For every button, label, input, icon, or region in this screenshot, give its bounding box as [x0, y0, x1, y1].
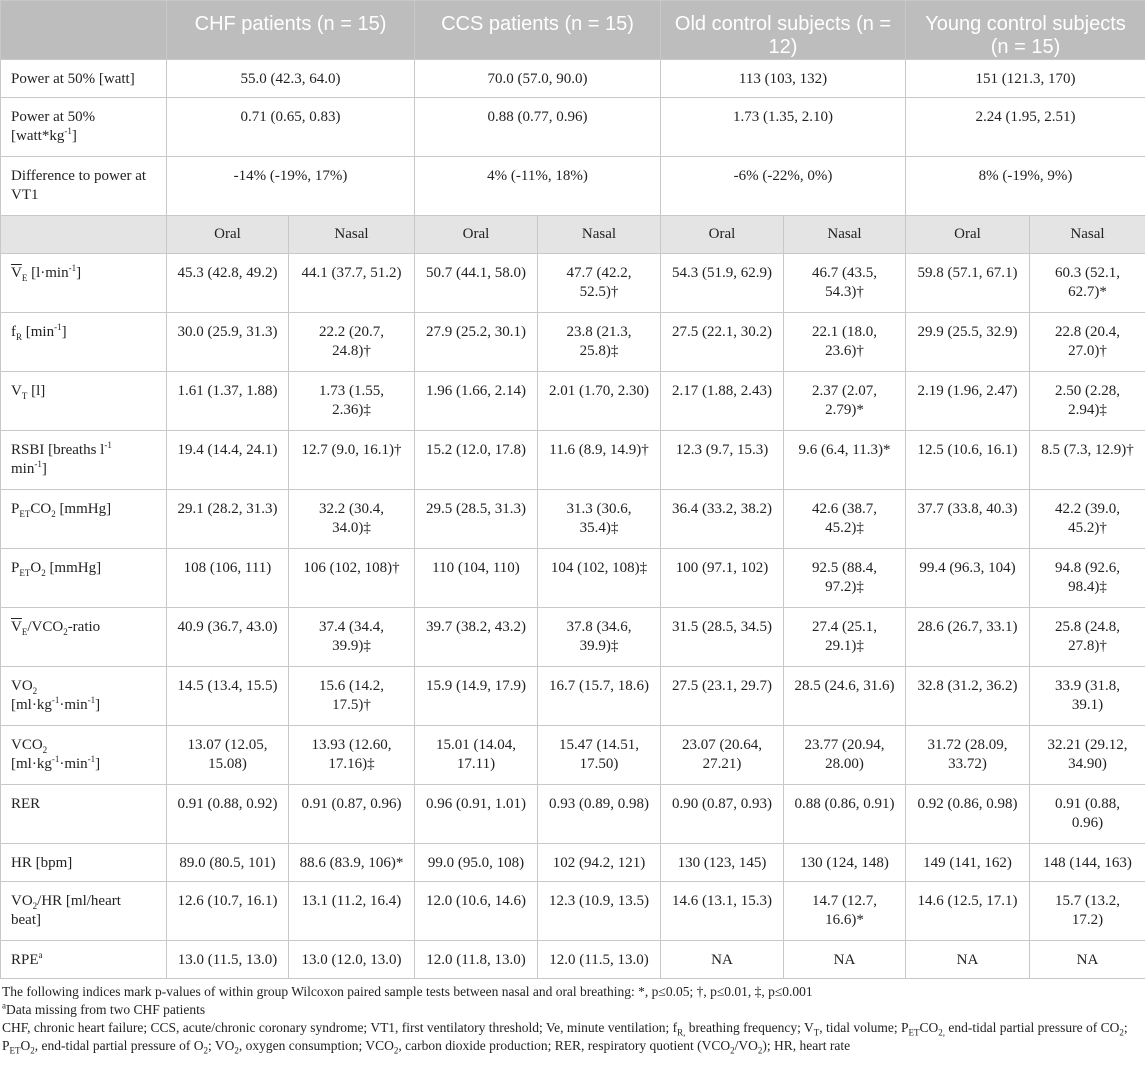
row-label: HR [bpm]	[1, 844, 167, 882]
data-row	[1, 882, 1145, 941]
cell: 37.4 (34.4, 39.9)‡	[289, 608, 415, 667]
group-header-row	[1, 1, 1145, 60]
cell: 94.8 (92.6, 98.4)‡	[1030, 549, 1145, 608]
cell: 29.9 (25.5, 32.9)	[906, 313, 1030, 372]
row-label: Power at 50% [watt]	[1, 60, 167, 98]
cell: 2.37 (2.07, 2.79)*	[784, 372, 906, 431]
cell: 15.7 (13.2, 17.2)	[1030, 882, 1145, 941]
cell: 104 (102, 108)‡	[538, 549, 661, 608]
data-row	[1, 726, 1145, 785]
cell: 55.0 (42.3, 64.0)	[167, 60, 415, 98]
cell: 37.7 (33.8, 40.3)	[906, 490, 1030, 549]
cell: 14.5 (13.4, 15.5)	[167, 667, 289, 726]
cell: 13.0 (12.0, 13.0)	[289, 941, 415, 979]
subheader-corner	[1, 216, 167, 254]
cell: 15.47 (14.51, 17.50)	[538, 726, 661, 785]
cell: 14.6 (12.5, 17.1)	[906, 882, 1030, 941]
cell: 0.91 (0.88, 0.92)	[167, 785, 289, 844]
cell: 29.5 (28.5, 31.3)	[415, 490, 538, 549]
row-label: $f_R$ $[\min^{-1}]$	[1, 313, 167, 372]
cell: 2.50 (2.28, 2.94)‡	[1030, 372, 1145, 431]
cell: 70.0 (57.0, 90.0)	[415, 60, 661, 98]
group-header-ccs: CCS patients (n = 15)	[415, 1, 661, 60]
cell: 89.0 (80.5, 101)	[167, 844, 289, 882]
cell: NA	[906, 941, 1030, 979]
group-header-chf: CHF patients (n = 15)	[167, 1, 415, 60]
cell: 8% (-19%, 9%)	[906, 157, 1145, 216]
cell: 12.0 (11.5, 13.0)	[538, 941, 661, 979]
cell: 19.4 (14.4, 24.1)	[167, 431, 289, 490]
cell: 31.3 (30.6, 35.4)‡	[538, 490, 661, 549]
cell: 60.3 (52.1, 62.7)*	[1030, 254, 1145, 313]
cell: 13.0 (11.5, 13.0)	[167, 941, 289, 979]
cell: 12.5 (10.6, 16.1)	[906, 431, 1030, 490]
subheader-oral: Oral	[906, 216, 1030, 254]
cell: 0.92 (0.86, 0.98)	[906, 785, 1030, 844]
cell: 4% (-11%, 18%)	[415, 157, 661, 216]
cell: 8.5 (7.3, 12.9)†	[1030, 431, 1145, 490]
cell: 1.61 (1.37, 1.88)	[167, 372, 289, 431]
cell: 2.17 (1.88, 2.43)	[661, 372, 784, 431]
cell: 27.9 (25.2, 30.1)	[415, 313, 538, 372]
cell: 0.71 (0.65, 0.83)	[167, 98, 415, 157]
cell: 27.5 (22.1, 30.2)	[661, 313, 784, 372]
cell: 0.90 (0.87, 0.93)	[661, 785, 784, 844]
cell: 40.9 (36.7, 43.0)	[167, 608, 289, 667]
cell: 27.5 (23.1, 29.7)	[661, 667, 784, 726]
subheader-row	[1, 216, 1145, 254]
cell: 12.3 (9.7, 15.3)	[661, 431, 784, 490]
data-row	[1, 549, 1145, 608]
data-row	[1, 490, 1145, 549]
cell: 99.0 (95.0, 108)	[415, 844, 538, 882]
cell: 45.3 (42.8, 49.2)	[167, 254, 289, 313]
cell: 22.1 (18.0, 23.6)†	[784, 313, 906, 372]
data-row	[1, 844, 1145, 882]
cell: NA	[784, 941, 906, 979]
cell: -6% (-22%, 0%)	[661, 157, 906, 216]
row-label: $VO_2/HR$ [ml/heart beat]	[1, 882, 167, 941]
cell: 2.19 (1.96, 2.47)	[906, 372, 1030, 431]
row-label: RER	[1, 785, 167, 844]
cell: NA	[661, 941, 784, 979]
row-label: $VCO_2$ $[ml\cdot kg^{-1}\cdot\min^{-1}]$	[1, 726, 167, 785]
cell: 29.1 (28.2, 31.3)	[167, 490, 289, 549]
data-row	[1, 431, 1145, 490]
row-label: Difference to power at VT1	[1, 157, 167, 216]
cell: 59.8 (57.1, 67.1)	[906, 254, 1030, 313]
data-row	[1, 313, 1145, 372]
cell: 130 (124, 148)	[784, 844, 906, 882]
row-label: RSBI [breaths $l^{-1}$ $\min^{-1}$]	[1, 431, 167, 490]
data-row	[1, 372, 1145, 431]
cell: 14.6 (13.1, 15.3)	[661, 882, 784, 941]
cell: 14.7 (12.7, 16.6)*	[784, 882, 906, 941]
cell: 28.5 (24.6, 31.6)	[784, 667, 906, 726]
cell: 31.5 (28.5, 34.5)	[661, 608, 784, 667]
subheader-oral: Oral	[661, 216, 784, 254]
cell: 23.07 (20.64, 27.21)	[661, 726, 784, 785]
cell: 54.3 (51.9, 62.9)	[661, 254, 784, 313]
cell: 39.7 (38.2, 43.2)	[415, 608, 538, 667]
data-row	[1, 608, 1145, 667]
cell: 13.07 (12.05, 15.08)	[167, 726, 289, 785]
cell: 0.91 (0.87, 0.96)	[289, 785, 415, 844]
cell: 46.7 (43.5, 54.3)†	[784, 254, 906, 313]
cell: 100 (97.1, 102)	[661, 549, 784, 608]
cell: 130 (123, 145)	[661, 844, 784, 882]
cell: 25.8 (24.8, 27.8)†	[1030, 608, 1145, 667]
cell: 151 (121.3, 170)	[906, 60, 1145, 98]
row-label: $VO_2$ $[ml\cdot kg^{-1}\cdot\min^{-1}]$	[1, 667, 167, 726]
subheader-nasal: Nasal	[289, 216, 415, 254]
subheader-oral: Oral	[167, 216, 289, 254]
cell: 0.91 (0.88, 0.96)	[1030, 785, 1145, 844]
cell: 15.2 (12.0, 17.8)	[415, 431, 538, 490]
cell: 33.9 (31.8, 39.1)	[1030, 667, 1145, 726]
cell: 110 (104, 110)	[415, 549, 538, 608]
cell: 92.5 (88.4, 97.2)‡	[784, 549, 906, 608]
cell: 50.7 (44.1, 58.0)	[415, 254, 538, 313]
cell: 23.8 (21.3, 25.8)‡	[538, 313, 661, 372]
cell: 47.7 (42.2, 52.5)†	[538, 254, 661, 313]
cell: 12.0 (10.6, 14.6)	[415, 882, 538, 941]
footnote-missing-data: $^a$Data missing from two CHF patients	[2, 1000, 206, 1017]
subheader-nasal: Nasal	[538, 216, 661, 254]
cell: 12.0 (11.8, 13.0)	[415, 941, 538, 979]
cell: 149 (141, 162)	[906, 844, 1030, 882]
data-row	[1, 667, 1145, 726]
cell: 2.24 (1.95, 2.51)	[906, 98, 1145, 157]
cell: 15.6 (14.2, 17.5)†	[289, 667, 415, 726]
group-header-young: Young control subjects (n = 15)	[906, 1, 1145, 60]
group-header-old: Old control subjects (n = 12)	[661, 1, 906, 60]
cell: 99.4 (96.3, 104)	[906, 549, 1030, 608]
cell: 32.2 (30.4, 34.0)‡	[289, 490, 415, 549]
data-row	[1, 254, 1145, 313]
cell: 108 (106, 111)	[167, 549, 289, 608]
cell: 44.1 (37.7, 51.2)	[289, 254, 415, 313]
row-label: $P_{ET}O_2$ [mmHg]	[1, 549, 167, 608]
row-label: RPE$^a$	[1, 941, 167, 979]
subheader-nasal: Nasal	[784, 216, 906, 254]
cell: 12.3 (10.9, 13.5)	[538, 882, 661, 941]
cell: 13.1 (11.2, 16.4)	[289, 882, 415, 941]
cell: 27.4 (25.1, 29.1)‡	[784, 608, 906, 667]
header-corner	[1, 1, 167, 60]
cell: 13.93 (12.60, 17.16)‡	[289, 726, 415, 785]
footnote-significance: The following indices mark p-values of within group Wilcoxon paired sample tests between nasal and oral breathing: *, p≤0.05; †, p≤0.01, ‡, p≤0.001	[2, 984, 813, 999]
cell: 113 (103, 132)	[661, 60, 906, 98]
cell: 15.01 (14.04, 17.11)	[415, 726, 538, 785]
cell: 1.96 (1.66, 2.14)	[415, 372, 538, 431]
row-label: $\overline{V}_E$ $[l\cdot\min^{-1}]$	[1, 254, 167, 313]
cell: 106 (102, 108)†	[289, 549, 415, 608]
row-label: $V_T$ [l]	[1, 372, 167, 431]
power-row	[1, 98, 1145, 157]
cell: 23.77 (20.94, 28.00)	[784, 726, 906, 785]
row-label: Power at 50% $[watt*kg^{-1}]$	[1, 98, 167, 157]
cell: 22.2 (20.7, 24.8)†	[289, 313, 415, 372]
cell: 1.73 (1.35, 2.10)	[661, 98, 906, 157]
row-label: $P_{ET}CO_2$ [mmHg]	[1, 490, 167, 549]
cell: 16.7 (15.7, 18.6)	[538, 667, 661, 726]
cell: 42.6 (38.7, 45.2)‡	[784, 490, 906, 549]
cell: 0.88 (0.86, 0.91)	[784, 785, 906, 844]
cell: 12.6 (10.7, 16.1)	[167, 882, 289, 941]
cell: 12.7 (9.0, 16.1)†	[289, 431, 415, 490]
table-footnotes	[0, 979, 1145, 1055]
cell: 32.8 (31.2, 36.2)	[906, 667, 1030, 726]
subheader-oral: Oral	[415, 216, 538, 254]
cell: 22.8 (20.4, 27.0)†	[1030, 313, 1145, 372]
cell: 88.6 (83.9, 106)*	[289, 844, 415, 882]
data-row	[1, 941, 1145, 979]
row-label: $\overline{V}_E/VCO_2$-ratio	[1, 608, 167, 667]
cell: 42.2 (39.0, 45.2)†	[1030, 490, 1145, 549]
cell: 102 (94.2, 121)	[538, 844, 661, 882]
cell: 28.6 (26.7, 33.1)	[906, 608, 1030, 667]
cell: 37.8 (34.6, 39.9)‡	[538, 608, 661, 667]
cell: 31.72 (28.09, 33.72)	[906, 726, 1030, 785]
cell: 9.6 (6.4, 11.3)*	[784, 431, 906, 490]
cell: 36.4 (33.2, 38.2)	[661, 490, 784, 549]
cell: 2.01 (1.70, 2.30)	[538, 372, 661, 431]
footnote-abbreviations: CHF, chronic heart failure; CCS, acute/chronic coronary syndrome; VT1, first ventilatory threshold; Ve, minute ventilation; $f_{R,}$ breathing frequency; $V_T$, tidal volume; $P_{ET}CO_{2,}$ end-tidal partial pressure of $CO_2$; $P_{ET}O_2$, end-tidal partial pressure of $O_2$; $VO_2$, oxygen consumption; $VCO_2$, carbon dioxide production; RER, respiratory quotient $(VCO_2/VO_2)$; HR, heart rate	[2, 1020, 1128, 1056]
cell: 148 (144, 163)	[1030, 844, 1145, 882]
subheader-nasal: Nasal	[1030, 216, 1145, 254]
cell: -14% (-19%, 17%)	[167, 157, 415, 216]
cell: 11.6 (8.9, 14.9)†	[538, 431, 661, 490]
cell: 32.21 (29.12, 34.90)	[1030, 726, 1145, 785]
cell: 1.73 (1.55, 2.36)‡	[289, 372, 415, 431]
cell: 0.93 (0.89, 0.98)	[538, 785, 661, 844]
cell: 15.9 (14.9, 17.9)	[415, 667, 538, 726]
cell: NA	[1030, 941, 1145, 979]
cell: 30.0 (25.9, 31.3)	[167, 313, 289, 372]
cell: 0.88 (0.77, 0.96)	[415, 98, 661, 157]
power-row	[1, 157, 1145, 216]
power-row	[1, 60, 1145, 98]
data-row	[1, 785, 1145, 844]
cell: 0.96 (0.91, 1.01)	[415, 785, 538, 844]
